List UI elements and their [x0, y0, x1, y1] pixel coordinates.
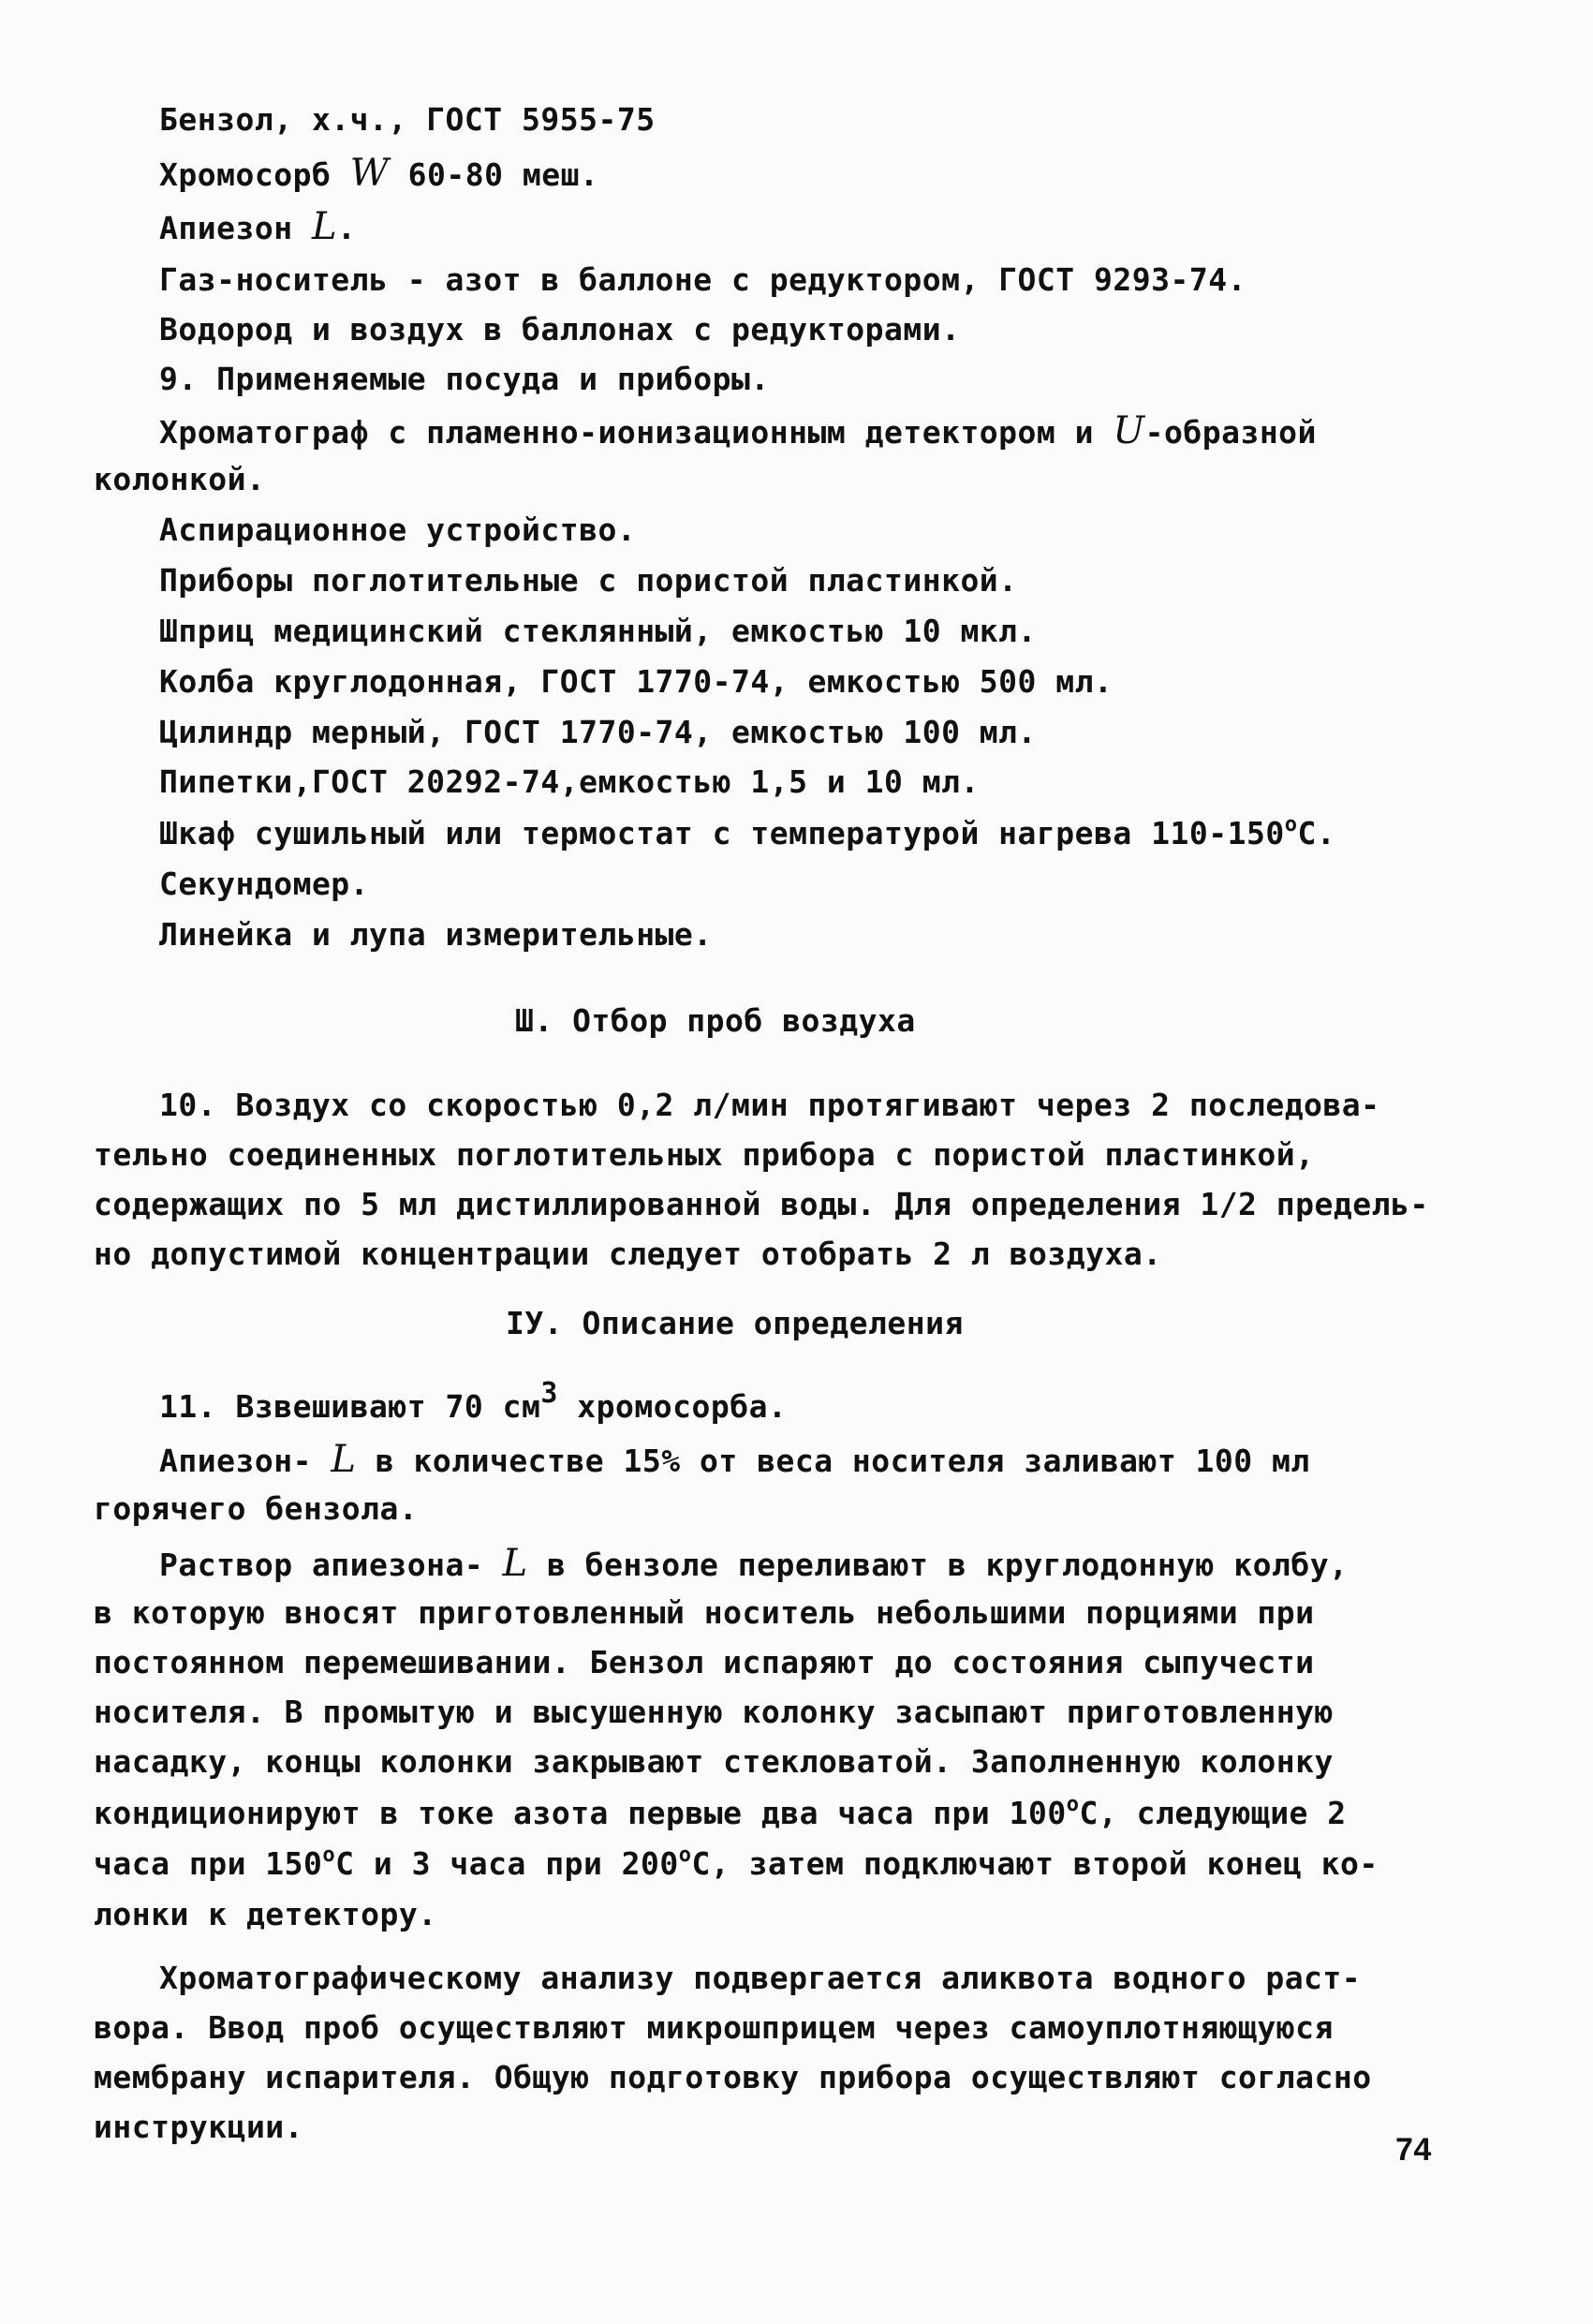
equipment-flask: Колба круглодонная, ГОСТ 1770-74, емкостью 500 мл. [159, 663, 1114, 700]
reagent-hydrogen-air: Водород и воздух в баллонах с редукторами. [159, 311, 961, 348]
equipment-cylinder: Цилиндр мерный, ГОСТ 1770-74, емкостью 100 мл. [159, 714, 1037, 750]
apiezon-paragraph-line [159, 1438, 1310, 1481]
solution-paragraph-line [94, 1845, 1379, 1883]
reagent-apiezon [159, 205, 357, 248]
u-shape-mark: U [1113, 409, 1145, 452]
equipment-oven [159, 815, 1335, 852]
degree-sign: о [1066, 1793, 1080, 1816]
degree-sign: о [678, 1843, 692, 1867]
conditioning-text: С и 3 часа при 200 [335, 1845, 679, 1882]
solution-paragraph-line: постоянном перемешивании. Бензол испаряют до состояния сыпучести [94, 1644, 1315, 1680]
equipment-chromatograph [159, 409, 1317, 452]
reagent-apiezon-label: Апиезон [159, 210, 312, 246]
degree-sign: о [1284, 813, 1298, 836]
solution-paragraph-line: насадку, концы колонки закрывают стекловатой. Заполненную колонку [94, 1743, 1334, 1780]
section-3-heading: Ш. Отбор проб воздуха [515, 1002, 916, 1039]
paragraph-11-end: хромосорба. [557, 1388, 788, 1425]
solution-paragraph-text: в бензоле переливают в круглодонную колбу, [527, 1547, 1349, 1583]
reagent-carrier-gas: Газ-носитель - азот в баллоне с редуктором, ГОСТ 9293-74. [159, 261, 1246, 298]
chromatography-paragraph-line: Хроматографическому анализу подвергается аликвота водного раст- [159, 1960, 1362, 1996]
reagent-chromosorb [159, 152, 599, 195]
equipment-pipettes: Пипетки,ГОСТ 20292-74,емкостью 1,5 и 10 мл. [159, 763, 980, 800]
solution-paragraph-line: носителя. В промытую и высушенную колонку засыпают приготовленную [94, 1694, 1334, 1730]
equipment-oven-text: Шкаф сушильный или термостат с температурой нагрева 110-150 [159, 815, 1285, 851]
solution-label: Раствор апиезона- [159, 1547, 503, 1583]
solution-paragraph-line [94, 1795, 1347, 1832]
paragraph-10-line: тельно соединенных поглотительных прибора с пористой пластинкой, [94, 1136, 1315, 1173]
reagent-benzene: Бензол, х.ч., ГОСТ 5955-75 [159, 101, 656, 138]
conditioning-text-end: С, затем подключают второй конец ко- [691, 1845, 1379, 1882]
solution-paragraph-line [159, 1542, 1349, 1585]
equipment-absorbers: Приборы поглотительные с пористой пластинкой. [159, 562, 1018, 599]
apiezon-grade-mark: L [331, 1438, 357, 1481]
reagent-apiezon-end: . [337, 210, 357, 246]
section-9-heading: 9. Применяемые посуда и приборы. [159, 361, 770, 397]
paragraph-11-text: 11. Взвешивают 70 см [159, 1388, 541, 1425]
paragraph-10-line: 10. Воздух со скоростью 0,2 л/мин протягивают через 2 последова- [159, 1087, 1380, 1123]
apiezon-grade-mark: L [311, 205, 338, 248]
solution-paragraph-line: лонки к детектору. [94, 1896, 437, 1932]
reagent-chromosorb-label: Хромосорб [159, 156, 350, 193]
cubic-exponent: 3 [540, 1377, 558, 1410]
conditioning-text: кондиционируют в токе азота первые два часа при 100 [94, 1795, 1067, 1831]
equipment-chromatograph-text: Хроматограф с пламенно-ионизационным детектором и [159, 414, 1114, 451]
apiezon-grade-mark: L [502, 1542, 528, 1585]
equipment-ruler: Линейка и лупа измерительные. [159, 916, 713, 953]
solution-paragraph-line: в которую вносят приготовленный носитель небольшими порциями при [94, 1594, 1315, 1631]
apiezon-paragraph-line: горячего бензола. [94, 1490, 419, 1527]
equipment-syringe: Шприц медицинский стеклянный, емкостью 10 мкл. [159, 613, 1037, 649]
equipment-chromatograph-cont: колонкой. [94, 461, 266, 497]
chromosorb-grade-mark: W [349, 152, 390, 195]
paragraph-10-line: но допустимой концентрации следует отобрать 2 л воздуха. [94, 1236, 1162, 1272]
equipment-aspiration: Аспирационное устройство. [159, 511, 637, 548]
celsius-unit: С. [1297, 815, 1336, 851]
section-4-heading: IУ. Описание определения [506, 1305, 964, 1341]
page-number: 74 [1395, 2132, 1432, 2168]
apiezon-paragraph-text: в количестве 15% от веса носителя заливают 100 мл [356, 1443, 1310, 1479]
paragraph-10-line: содержащих по 5 мл дистиллированной воды. Для определения 1/2 предель- [94, 1186, 1429, 1222]
degree-sign: о [322, 1843, 336, 1867]
apiezon-label: Апиезон- [159, 1443, 332, 1479]
paragraph-11 [159, 1377, 788, 1426]
chromatography-paragraph-line: мембрану испарителя. Общую подготовку прибора осуществляют согласно [94, 2059, 1372, 2095]
equipment-stopwatch: Секундомер. [159, 866, 370, 902]
chromatography-paragraph-line: вора. Ввод проб осуществляют микрошприцем через самоуплотняющуюся [94, 2009, 1334, 2046]
conditioning-text: часа при 150 [94, 1845, 323, 1882]
conditioning-text-end: С, следующие 2 [1079, 1795, 1347, 1831]
equipment-chromatograph-shape: -образной [1144, 414, 1317, 451]
chromatography-paragraph-line: инструкции. [94, 2109, 304, 2145]
reagent-chromosorb-mesh: 60-80 меш. [389, 156, 599, 193]
